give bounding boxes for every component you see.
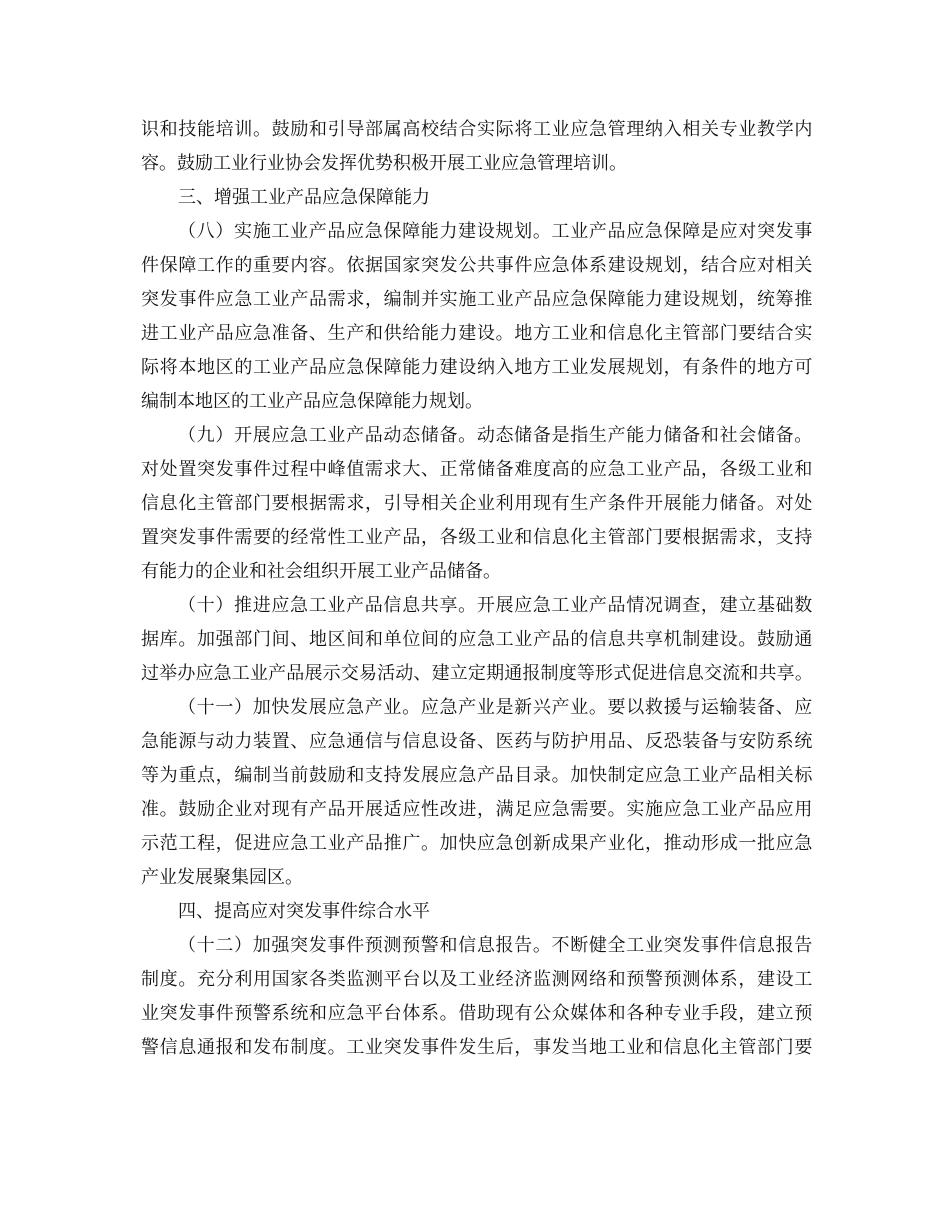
paragraph-first-line: 四、提高应对突发事件综合水平 [178,901,430,922]
paragraph-line: 产业发展聚集园区。 [141,867,303,888]
paragraph-line: 容。鼓励工业行业协会发挥优势积极开展工业应急管理培训。 [141,153,627,174]
paragraph-first-line: （八）实施工业产品应急保障能力建设规划。工业产品应急保障是应对突发事 [178,221,813,242]
paragraph-first-line: 三、增强工业产品应急保障能力 [178,187,430,208]
paragraph-line: 急能源与动力装置、应急通信与信息设备、医药与防护用品、反恐装备与安防系统 [141,731,813,752]
paragraph-first-line: （十一）加快发展应急产业。应急产业是新兴产业。要以救援与运输装备、应 [178,697,813,718]
paragraph-line: 置突发事件需要的经常性工业产品，各级工业和信息化主管部门要根据需求，支持 [141,527,813,548]
paragraph-line: 对处置突发事件过程中峰值需求大、正常储备难度高的应急工业产品，各级工业和 [141,459,813,480]
paragraph-line: 示范工程，促进应急工业产品推广。加快应急创新成果产业化，推动形成一批应急 [141,833,813,854]
paragraph-line: 件保障工作的重要内容。依据国家突发公共事件应急体系建设规划，结合应对相关 [141,255,813,276]
paragraph-line: 信息化主管部门要根据需求，引导相关企业利用现有生产条件开展能力储备。对处 [141,493,813,514]
paragraph-line: 准。鼓励企业对现有产品开展适应性改进，满足应急需要。实施应急工业产品应用 [141,799,813,820]
paragraph-line: 制度。充分利用国家各类监测平台以及工业经济监测网络和预警预测体系，建设工 [141,969,813,990]
paragraph-line: 识和技能培训。鼓励和引导部属高校结合实际将工业应急管理纳入相关专业教学内 [141,119,813,140]
paragraph-line: 进工业产品应急准备、生产和供给能力建设。地方工业和信息化主管部门要结合实 [141,323,813,344]
paragraph-line: 突发事件应急工业产品需求，编制并实施工业产品应急保障能力建设规划，统筹推 [141,289,813,310]
paragraph-line: 等为重点，编制当前鼓励和支持发展应急产品目录。加快制定应急工业产品相关标 [141,765,813,786]
paragraph-line: 业突发事件预警系统和应急平台体系。借助现有公众媒体和各种专业手段，建立预 [141,1003,813,1024]
paragraph-first-line: （九）开展应急工业产品动态储备。动态储备是指生产能力储备和社会储备。 [178,425,813,446]
paragraph-line: 据库。加强部门间、地区间和单位间的应急工业产品的信息共享机制建设。鼓励通 [141,629,813,650]
document-body [141,113,813,1065]
paragraph-line: 际将本地区的工业产品应急保障能力建设纳入地方工业发展规划，有条件的地方可 [141,357,813,378]
paragraph-line: 过举办应急工业产品展示交易活动、建立定期通报制度等形式促进信息交流和共享。 [141,663,813,684]
paragraph-line: 编制本地区的工业产品应急保障能力规划。 [141,391,483,412]
paragraph-first-line: （十）推进应急工业产品信息共享。开展应急工业产品情况调查，建立基础数 [178,595,813,616]
paragraph-line: 警信息通报和发布制度。工业突发事件发生后，事发当地工业和信息化主管部门要 [141,1037,813,1058]
paragraph-line: 有能力的企业和社会组织开展工业产品储备。 [141,561,501,582]
paragraph-first-line: （十二）加强突发事件预测预警和信息报告。不断健全工业突发事件信息报告 [178,935,813,956]
